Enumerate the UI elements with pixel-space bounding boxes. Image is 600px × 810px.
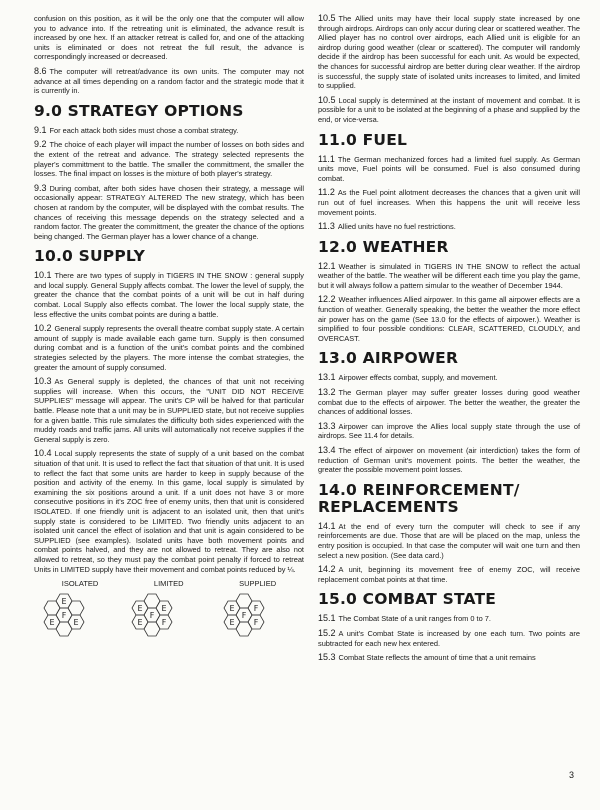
paragraph-number: 13.1 [318,372,336,383]
paragraph-text: A unit, beginning its movement free of enemy ZOC, will receive replacement combat points at that time. [318,565,580,584]
intro-paragraph: confusion on this position, as it will be the only one that the computer will allow you to advance into. If the retreating unit is eliminated, the advance result is increased by one hex. If an attacker retreat is called for, and one of the attacking units is eliminated or does not retreat the full result, the advance is correspondingly increased or decreased. [34,14,304,62]
paragraph-text: The German mechanized forces had a limited fuel supply. As German units move, Fuel points will be consumed. Fuel is also consumed during combat. [318,154,580,183]
paragraph-8-6 [34,67,304,96]
paragraph-number: 9.3 [34,182,47,193]
paragraph-10-1 [34,271,304,319]
paragraph-text: The Allied units may have their local supply state increased by one through airdrops. Airdrops can only accur during clear or scattered weather. The Allied player has no control over airdrops, each Allied unit is eligible for an airdrop during good weather (clear or scattered). The computer will randomly decide if the airdrop has been successful for each unit. As would be expected, the chances for successful airdrop are better during clear weather. If the airdrop is successful, the supply state of isolated units increases to limited, and limited to supplied. [318,14,580,91]
paragraph-number: 12.2 [318,294,336,305]
paragraph-14-2 [318,565,580,584]
svg-text:F: F [149,611,155,621]
left-column [34,14,304,649]
svg-text:F: F [61,611,67,621]
paragraph-number: 14.2 [318,564,336,575]
section-heading-11: 11.0 FUEL [318,130,408,149]
hex-cluster-limited [132,594,172,636]
paragraph-11-1 [318,155,580,184]
paragraph-text: Weather is simulated in TIGERS IN THE SNOW to reflect the actual weather of the battle. The weather will be different each time you play the game, but it will always follow a pattern simular to the weather of December 1944. [318,261,580,290]
paragraph-text: Airpower can improve the Allies local supply state through the use of airdrops. See 11.4 for details. [318,421,580,441]
paragraph-12-1 [318,262,580,291]
paragraph-9-1 [34,126,304,136]
paragraph-9-2 [34,140,304,178]
figure-label-supplied: SUPPLIED [239,579,277,589]
paragraph-number: 13.4 [318,445,336,455]
paragraph-13-4 [318,446,580,475]
svg-text:E: E [73,618,79,628]
supply-hex-figure [34,579,304,649]
paragraph-text: Local supply is determined at the instant of movement and combat. It is possible for a unit to be isolated at the beginning of a phase and supplied by the end, or vice-versa. [318,95,580,124]
section-heading-10: 10.0 SUPPLY [34,247,145,266]
paragraph-number: 12.1 [318,260,336,271]
paragraph-number: 10.4 [34,448,52,459]
figure-label-limited: LIMITED [153,579,184,589]
paragraph-10-5b [318,96,580,125]
paragraph-number: 13.2 [318,387,336,398]
paragraph-number: 11.2 [318,187,335,198]
svg-text:E: E [137,604,143,614]
paragraph-15-3 [318,653,580,663]
paragraph-text: A unit's Combat State is increased by one each turn. Two points are subtracted for each new hex entered. [318,628,580,648]
paragraph-text: General supply represents the overall theatre combat supply state. A certain amount of supply is made available each game turn. Supply is then consumed during combat and is a function of the unit's combat points and the combined strategies selected by the players. The more intense the combat strategies, the greater the amount of supply consumed. [34,324,304,372]
paragraph-text: The Combat State of a unit ranges from 0 to 7. [338,614,491,624]
paragraph-number: 10.5 [318,13,336,23]
paragraph-text: The effect of airpower on movement (air interdiction) takes the form of reduction of German unit's movement points. The better the weather, the greater the possible movement point losses. [318,446,580,475]
paragraph-text: During combat, after both sides have chosen their strategy, a message will occasionally appear: STRATEGY ALTERED The new strategy, which has been chosen at random by the computer, will be displayed with the combat results. The chances of receiving this message depends on the strategy selected and a random factor. The greater the committment, the greater the chance of the options being changed. The German player has a lower chance of a change. [34,183,304,241]
paragraph-13-1 [318,373,580,383]
paragraph-text: The German player may suffer greater losses during good weather combat due to the effects of airpower. The better the weather, the greater the chances of additional losses. [318,388,580,417]
paragraph-number: 9.1 [34,124,47,135]
paragraph-number: 10.1 [34,270,52,281]
paragraph-number: 15.1 [318,613,336,624]
paragraph-number: 14.1 [318,520,336,531]
paragraph-text: The computer will retreat/advance its own units. The computer may not advance at all times depending on a random factor and the strategic mode that it is currently in. [34,66,304,96]
svg-text:E: E [49,618,55,628]
paragraph-number: 11.3 [318,221,335,232]
paragraph-text: Allied units have no fuel restrictions. [337,222,456,232]
figure-label-isolated: ISOLATED [61,579,99,589]
paragraph-11-3 [318,222,580,232]
page-number: 3 [568,770,574,780]
paragraph-text: Combat State reflects the amount of time that a unit remains [338,653,536,663]
svg-text:E: E [137,618,143,628]
paragraph-11-2 [318,188,580,217]
paragraph-number: 10.2 [34,323,52,334]
svg-text:E: E [61,597,67,607]
svg-text:F: F [161,618,167,628]
paragraph-15-1 [318,614,580,624]
paragraph-text: For each attack both sides must chose a combat strategy. [49,125,239,135]
hex-diagram [34,590,304,644]
hex-cluster-isolated [44,594,84,636]
section-heading-12: 12.0 WEATHER [318,237,449,256]
hex-cluster-supplied [224,594,264,636]
svg-text:F: F [253,604,259,614]
paragraph-number: 15.3 [318,652,336,663]
section-heading-14: 14.0 REINFORCEMENT/ REPLACEMENTS [318,480,520,516]
paragraph-number: 13.3 [318,420,336,431]
paragraph-10-4 [34,449,304,574]
paragraph-text: The choice of each player will impact the number of losses on both sides and the extent of the retreat and advance. The strategy selected represents the player's committment to the battle. The smaller the committment, the smaller the losses. The final impact on losses is the mixture of both player's strategy. [34,140,304,179]
paragraph-number: 9.2 [34,139,47,150]
paragraph-number: 11.1 [318,153,335,164]
paragraph-text: Weather influences Allied airpower. In this game all airpower effects are a function of weather. Generally speaking, the better the weather the more effect air power has on the game (See 13.0 for the effects of airpower.). Weather is simplified to four possible conditions: CLEAR, SCATTERED, CLOUDLY, and OVERCAST. [318,295,580,343]
paragraph-10-2 [34,324,304,372]
paragraph-text: As General supply is depleted, the chances of that unit not receiving supplies will increase. When this occurs, the "UNIT DID NOT RECEIVE SUPPLIES" message will appear. The unit's CP will be halved for that particular battle. Please note that a unit may be in SUPPLIED state, but not receive supplies for a given battle. This rule simulates the difficulty both sides experienced with the muddy roads and traffic jams. All units will automatically not receive supplies if the General supply is zero. [34,377,304,444]
paragraph-number: 8.6 [34,65,47,76]
paragraph-number: 10.5 [318,94,336,105]
svg-text:E: E [229,604,235,614]
paragraph-9-3 [34,184,304,242]
paragraph-10-3 [34,377,304,444]
paragraph-text: As the Fuel point allotment decreases the chances that a given unit will run out of fuel increases. When this happens the unit will receive less movement points. [318,188,580,217]
paragraph-15-2 [318,629,580,648]
paragraph-text: At the end of every turn the computer will check to see if any reinforcements are due. Those that are will be placed on the map, unless the entry position is occupied. In that case the computer will wait one turn and then select a new position. (See data card.) [318,521,580,560]
paragraph-14-1 [318,522,580,560]
paragraph-text: Local supply represents the state of supply of a unit based on the combat situation of that unit. It is used to reflect the fact that situation of that unit. It is used to reflect the fact that some units are harder to keep in supply because of the position and activity of the enemy. In this game, local supply is simulated by examining the six positions around a unit. If a unit does not have 3 or more consecutive positions in it's ZOC free of enemy units, then that unit is considered ISOLATED. If one friendly unit is adjacent to an isolated unit, then that unit's supply state is considered to be LIMITED. Two friendly units adjacent to an isolated unit cancel the effect of isolation and that unit is again considered to be SUPPLIED (see examples). Isolated units have both movement points and combat points halved, and they are not allowed to retreat. They are also not allowed to retreat, so they must pay the combat point penalty if forced to retreat Units in LIMITED supply have their movement and combat points reduced by ¼. [34,449,304,574]
svg-text:E: E [229,618,235,628]
right-column [318,14,580,668]
paragraph-text: Airpower effects combat, supply, and movement. [338,373,498,383]
svg-text:E: E [161,604,167,614]
paragraph-number: 10.3 [34,376,52,387]
svg-text:F: F [241,611,247,621]
section-heading-13: 13.0 AIRPOWER [318,349,459,368]
paragraph-13-3 [318,422,580,441]
paragraph-12-2 [318,295,580,343]
paragraph-13-2 [318,388,580,417]
paragraph-number: 15.2 [318,627,336,638]
section-heading-15: 15.0 COMBAT STATE [318,590,497,609]
section-heading-9: 9.0 STRATEGY OPTIONS [34,101,244,120]
svg-text:F: F [253,618,259,628]
paragraph-10-5a [318,14,580,91]
paragraph-text: There are two types of supply in TIGERS IN THE SNOW : general supply and local supply. General Supply affects combat. The lower the level of supply, the greater the chance that the combat points of a unit will be cut in half during combat. Local Supply also effects combat. The lower the local supply state, the less effective the units combat points are during a battle. [34,271,304,319]
